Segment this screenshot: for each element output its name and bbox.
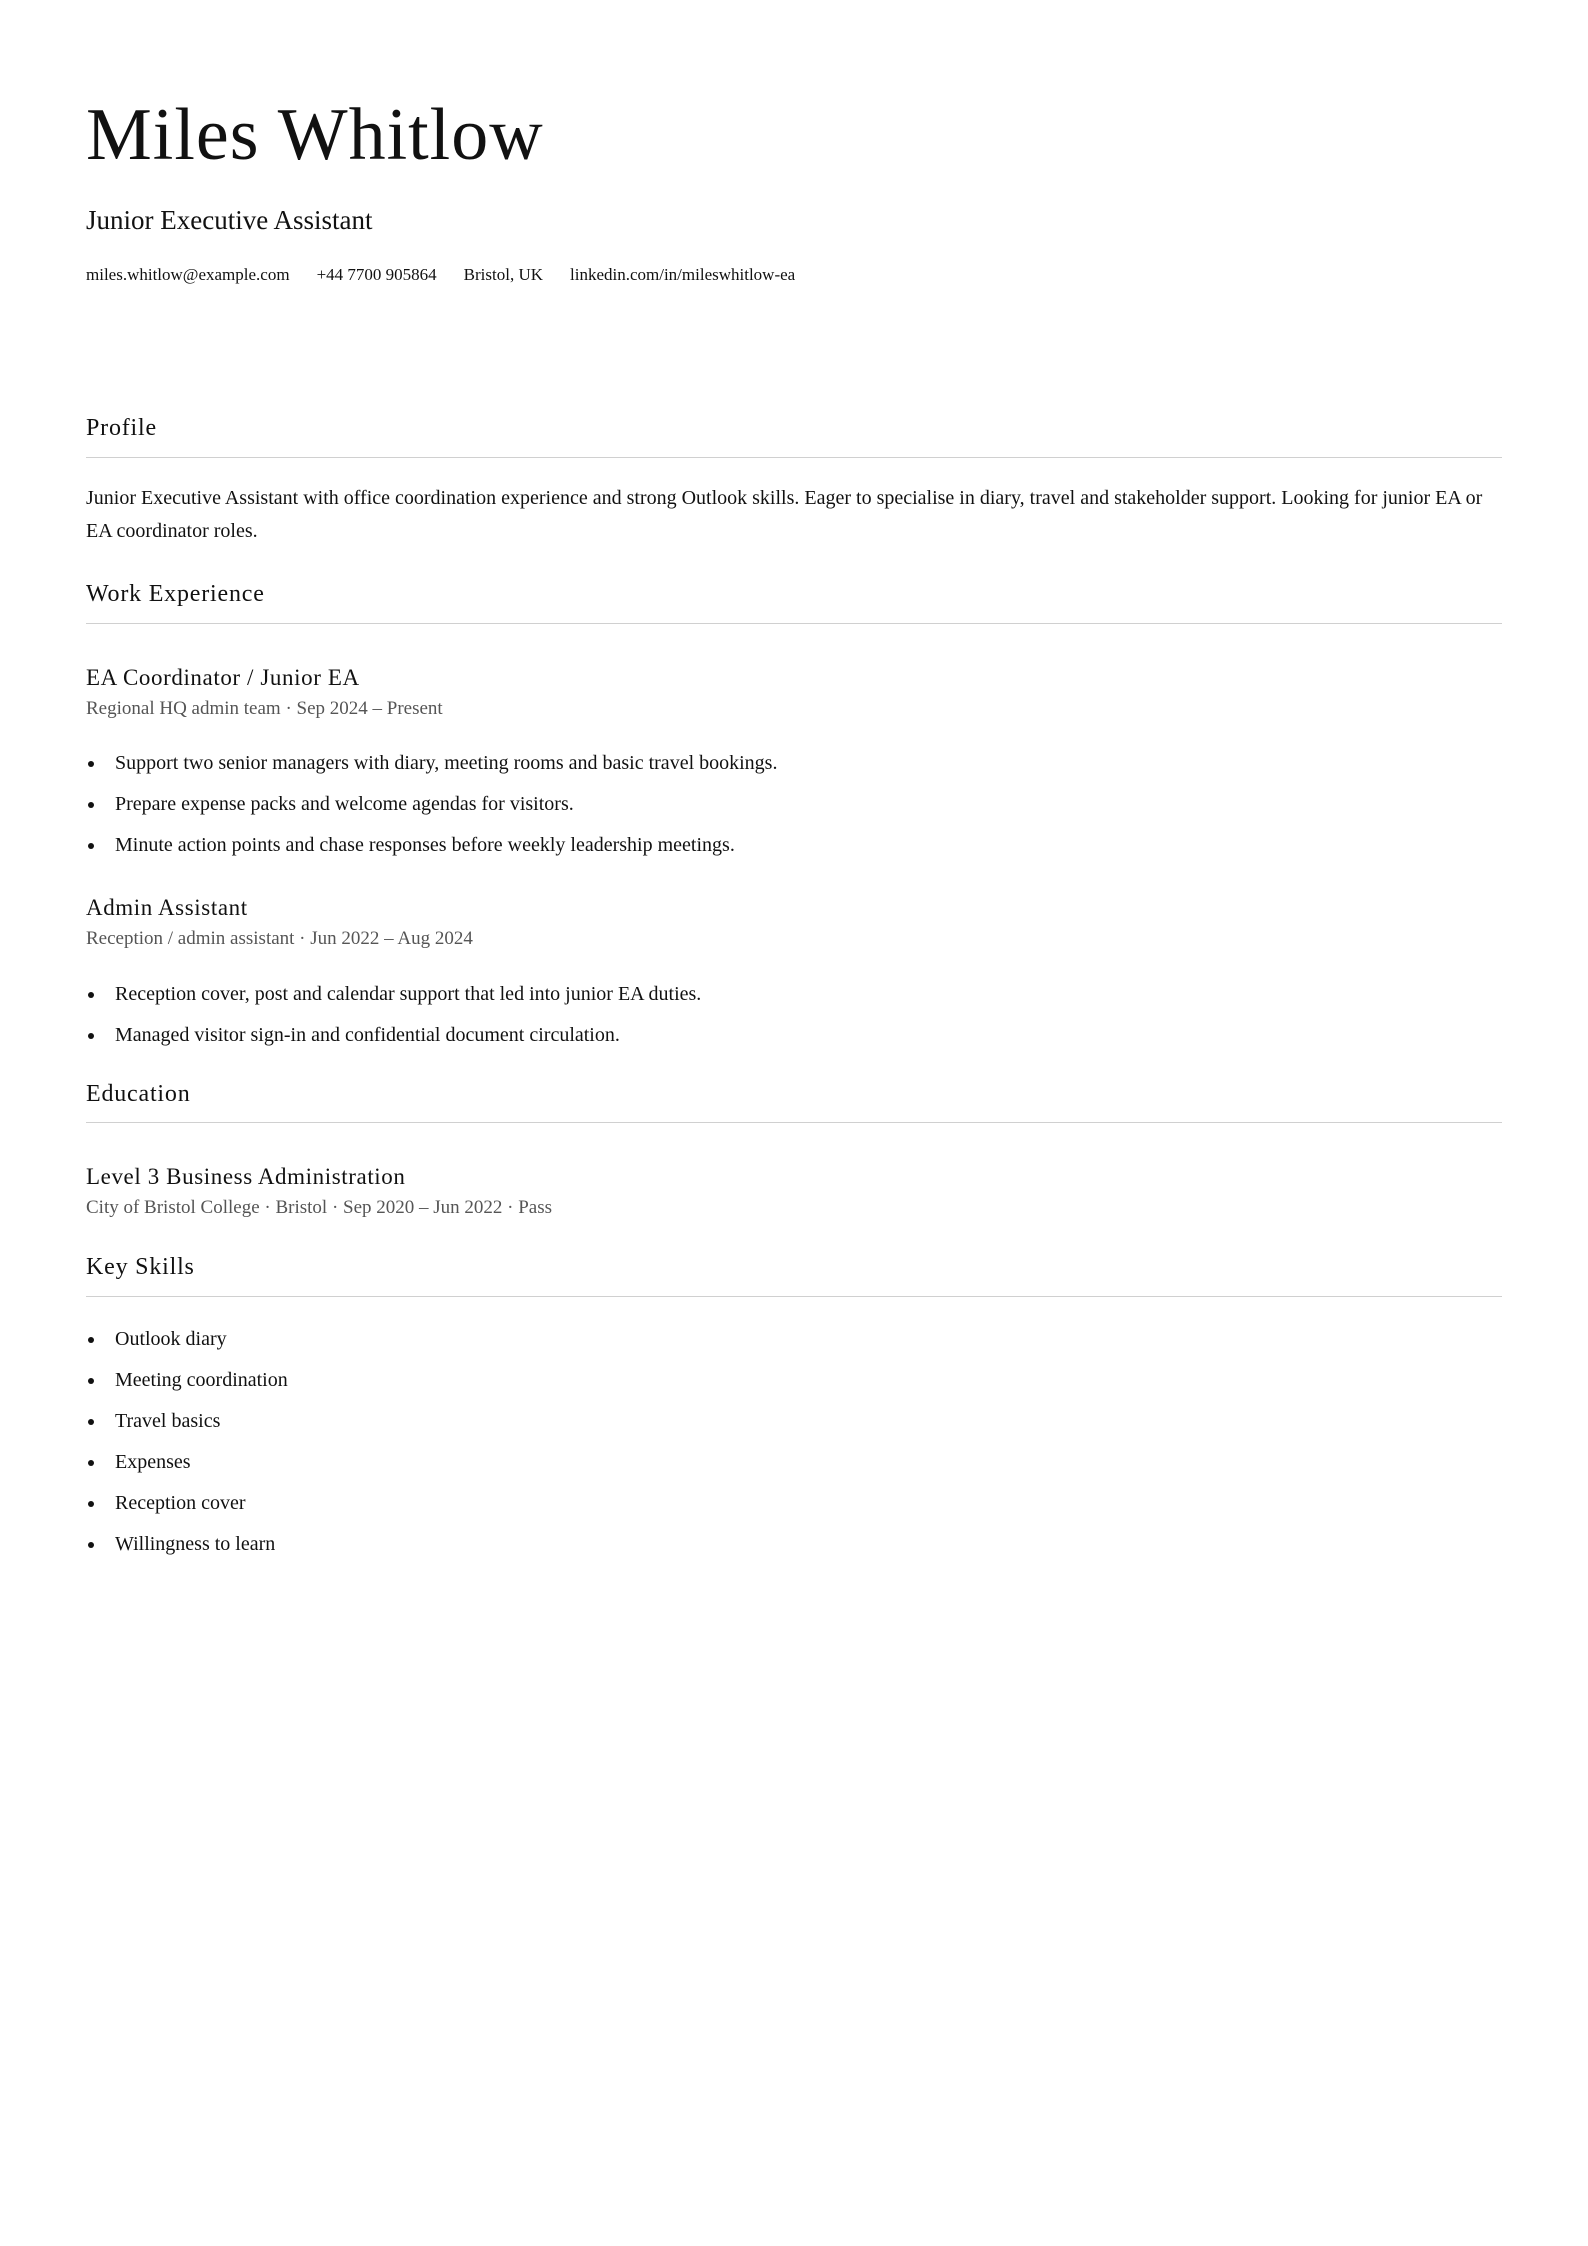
job-bullets	[86, 974, 1502, 1056]
job-bullet: Minute action points and chase responses before weekly leadership meetings.	[86, 825, 1502, 866]
job-entry	[86, 664, 1502, 866]
skills-list	[86, 1319, 1502, 1565]
education-meta: City of Bristol College · Bristol · Sep 2020 – Jun 2022 · Pass	[86, 1197, 553, 1219]
job-bullets	[86, 743, 1502, 866]
skill-item: Outlook diary	[86, 1319, 1502, 1360]
section-heading-key-skills: Key Skills	[86, 1253, 1502, 1297]
skill-item: Meeting coordination	[86, 1360, 1502, 1401]
resume-header	[86, 94, 1502, 286]
profile-section	[86, 414, 1502, 548]
job-role: Admin Assistant	[86, 895, 248, 921]
contact-line	[86, 264, 1502, 286]
contact-linkedin: linkedin.com/in/mileswhitlow-ea	[570, 265, 796, 285]
section-heading-profile: Profile	[86, 414, 1502, 458]
education-entry	[86, 1163, 1502, 1220]
contact-phone: +44 7700 905864	[316, 265, 437, 285]
job-meta: Regional HQ admin team · Sep 2024 – Present	[86, 697, 443, 719]
work-experience-section	[86, 580, 1502, 1055]
job-role: EA Coordinator / Junior EA	[86, 665, 360, 691]
section-heading-education: Education	[86, 1080, 1502, 1124]
profile-summary: Junior Executive Assistant with office coordination experience and strong Outlook skills. Eager to specialise in diary, travel and stakeholder support. Looking for junior EA or EA coordinator roles.	[86, 487, 1483, 543]
section-heading-work-experience: Work Experience	[86, 580, 1502, 624]
key-skills-section	[86, 1253, 1502, 1565]
job-bullet: Managed visitor sign-in and confidential document circulation.	[86, 1015, 1502, 1056]
skill-item: Travel basics	[86, 1401, 1502, 1442]
job-bullet: Support two senior managers with diary, meeting rooms and basic travel bookings.	[86, 743, 1502, 784]
job-bullet: Prepare expense packs and welcome agendas for visitors.	[86, 784, 1502, 825]
education-qualification: Level 3 Business Administration	[86, 1164, 406, 1190]
candidate-title: Junior Executive Assistant	[86, 205, 373, 235]
job-meta: Reception / admin assistant · Jun 2022 – Aug 2024	[86, 927, 473, 949]
job-bullet: Reception cover, post and calendar support that led into junior EA duties.	[86, 974, 1502, 1015]
job-entry	[86, 894, 1502, 1055]
skill-item: Expenses	[86, 1442, 1502, 1483]
skill-item: Willingness to learn	[86, 1524, 1502, 1565]
candidate-name: Miles Whitlow	[86, 94, 544, 176]
contact-email: miles.whitlow@example.com	[86, 265, 290, 285]
skill-item: Reception cover	[86, 1483, 1502, 1524]
education-section	[86, 1080, 1502, 1221]
contact-location: Bristol, UK	[463, 265, 543, 285]
